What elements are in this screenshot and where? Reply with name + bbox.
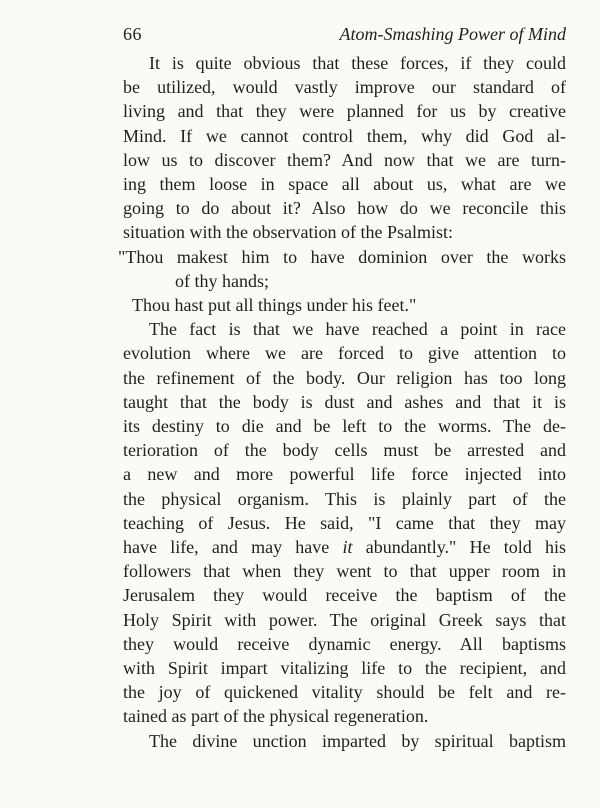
text-line: Jerusalem they would receive the baptism of the: [123, 585, 566, 606]
text-line: The divine unction imparted by spiritual baptism: [149, 730, 566, 751]
text-line: be utilized, would vastly improve our standard of: [123, 77, 566, 98]
text-line: low us to discover them? And now that we are turn-: [123, 149, 566, 170]
text-line: the refinement of the body. Our religion has too long: [123, 367, 566, 388]
running-title: Atom-Smashing Power of Mind: [339, 24, 566, 44]
text-line: Mind. If we cannot control them, why did God al-: [123, 125, 566, 146]
text-line: its destiny to die and be left to the worms. The de-: [123, 416, 566, 437]
text-block: [118, 24, 567, 753]
text-line: with Spirit impart vitalizing life to the recipient, and: [123, 658, 566, 679]
text-line: Holy Spirit with power. The original Greek says that: [123, 609, 566, 630]
text-line: tained as part of the physical regeneration.: [123, 706, 429, 727]
text-line: taught that the body is dust and ashes and that it is: [123, 391, 566, 412]
text-line: living and that they were planned for us by creative: [123, 101, 566, 122]
text-line: It is quite obvious that these forces, if they could: [149, 53, 566, 73]
text-line: the joy of quickened vitality should be felt and re-: [123, 682, 566, 703]
text-line: ing them loose in space all about us, what are we: [123, 174, 566, 195]
text-line: [123, 535, 566, 559]
text-line: followers that when they went to that upper room in: [123, 561, 566, 582]
page-number: 66: [123, 24, 142, 44]
text-line: teaching of Jesus. He said, "I came that they may: [123, 512, 566, 533]
text-line-verse: Thou hast put all things under his feet.": [132, 295, 417, 316]
text-line: they would receive dynamic energy. All baptisms: [123, 633, 566, 654]
text-line: the physical organism. This is plainly part of the: [123, 488, 566, 509]
text-segment: have life, and may have: [123, 537, 343, 558]
text-segment-italic: it: [342, 537, 353, 558]
text-line-verse: of thy hands;: [175, 270, 269, 291]
text-line: The fact is that we have reached a point in race: [149, 319, 566, 340]
running-header: [123, 24, 566, 44]
text-line: situation with the observation of the Psalmist:: [123, 222, 453, 243]
text-line-verse: "Thou makest him to have dominion over the works: [118, 246, 566, 267]
text-line: a new and more powerful life force injected into: [123, 464, 566, 485]
text-line: evolution where we are forced to give attention to: [123, 343, 566, 364]
body-text: [118, 51, 567, 753]
text-line: going to do about it? Also how do we reconcile this: [123, 198, 566, 219]
text-segment: abundantly." He told his: [352, 537, 567, 558]
text-line: terioration of the body cells must be arrested and: [123, 440, 566, 461]
